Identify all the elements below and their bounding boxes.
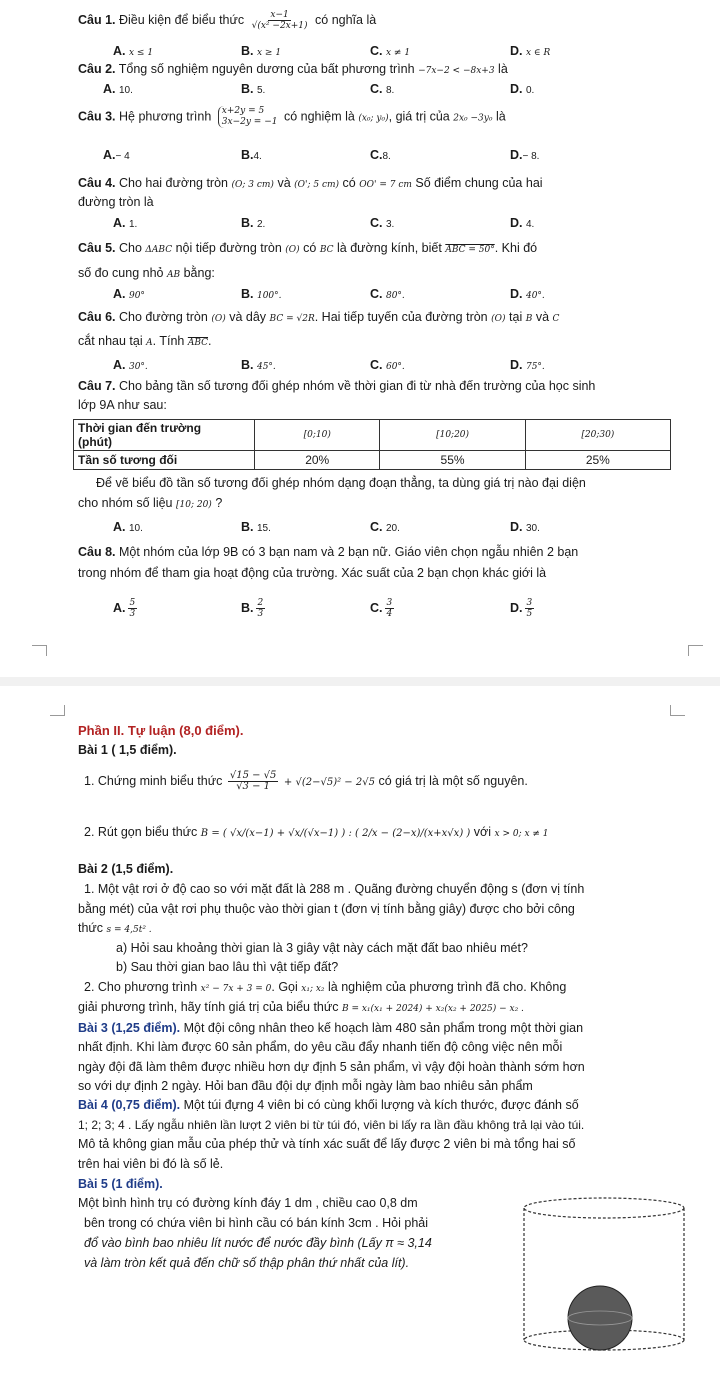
q7-option-b-label: B.: [241, 520, 254, 534]
table-row: [74, 420, 671, 451]
q5-option-c-value: 80°.: [385, 291, 405, 301]
q2-option-b: [241, 82, 265, 98]
q4-and: và: [277, 176, 291, 190]
b1-item1: [84, 770, 528, 794]
q3-option-d-value: − 8.: [522, 151, 540, 162]
q2-option-c-value: 8.: [385, 85, 395, 96]
q2-text: Tổng số nghiệm nguyên dương của bất phương trình: [118, 62, 415, 76]
q4-option-d-label: D.: [510, 216, 523, 230]
q3-mid: có nghiệm là: [283, 109, 355, 124]
table-header-frequency: Tần số tương đối: [74, 451, 255, 470]
q5-option-d: [510, 287, 545, 304]
q3-option-a-label: A.: [103, 148, 116, 162]
b5-line4: và làm tròn kết quả đến chữ số thập phân thứ nhất của lít).: [84, 1256, 410, 1270]
q4-has: có: [342, 176, 356, 190]
q6-number: Câu 6.: [78, 310, 116, 324]
b4-line1-text: Một túi đựng 4 viên bi có cùng khối lượng và kích thước, được đánh số: [183, 1098, 579, 1112]
table-row: [74, 451, 671, 470]
q5-circle: (O): [285, 245, 300, 255]
q6-option-a: [113, 358, 148, 375]
q8-stem: [78, 545, 578, 560]
q4-option-b-value: 2.: [256, 219, 266, 230]
b2-part-b: b) Sau thời gian bao lâu thì vật tiếp đất?: [116, 960, 339, 974]
q6-circle: (O): [211, 314, 226, 324]
b3-line3: ngày đội đã làm thêm được nhiều hơn dự định 5 sản phẩm, vì vậy đội hoàn thành sớm hơn: [78, 1060, 585, 1074]
q5-stem: [78, 241, 537, 258]
crop-mark: [670, 705, 685, 716]
q4-circle1: (O; 3 cm): [231, 180, 274, 190]
q3-text: Hệ phương trình: [119, 109, 212, 124]
q2-option-b-label: B.: [241, 82, 254, 96]
q2-option-b-value: 5.: [256, 85, 266, 96]
crop-mark: [688, 645, 703, 656]
q1-option-c: [370, 44, 410, 61]
b3-line4: so với dự định 2 ngày. Hỏi ban đầu đội dự định mỗi ngày làm bao nhiêu sản phẩm: [78, 1079, 533, 1093]
b2-line3-formula: s = 4,5t² .: [106, 925, 152, 935]
b1-item2: [84, 823, 549, 843]
b1-item1-rest: + √(2−√5)² − 2√5: [283, 777, 375, 788]
q4-option-a-value: 1.: [128, 219, 138, 230]
q7-option-d-label: D.: [510, 520, 523, 534]
q2-option-d: [510, 82, 534, 98]
table-cell-freq-3: 25%: [525, 451, 670, 470]
q2-number: Câu 2.: [78, 62, 116, 76]
q3-stem: [78, 106, 506, 128]
q6-line2a: cắt nhau tại: [78, 334, 143, 348]
q1-option-c-value: x ≠ 1: [385, 48, 411, 58]
q6-text: Cho đường tròn: [119, 310, 208, 324]
q8-option-c-frac: [385, 598, 395, 619]
q8-option-a-label: A.: [113, 600, 126, 615]
q8-option-a-den: 3: [129, 609, 136, 619]
q6-angle: $\overline{ABC}$: [187, 338, 209, 348]
b2-line4-c: . Gọi: [271, 980, 298, 994]
q4-stem: [78, 176, 543, 193]
q5-number: Câu 5.: [78, 241, 116, 255]
b4-line1: [78, 1098, 579, 1113]
q6-t3: . Hai tiếp tuyến của đường tròn: [314, 310, 488, 324]
q3-option-a: [103, 148, 130, 164]
q7-after2-text: cho nhóm số liệu: [78, 496, 173, 510]
q6-t2: và dây: [229, 310, 267, 324]
b1-item1-text: 1. Chứng minh biểu thức: [84, 774, 223, 788]
q5-t4: là đường kính, biết: [337, 241, 442, 255]
b2-line4-roots: x₁; x₂: [301, 984, 325, 994]
q1-option-d-value: x ∈ R: [525, 48, 551, 58]
q4-distance: OO' = 7 cm: [359, 180, 412, 190]
q5-bc: BC: [319, 245, 334, 255]
q5-option-b: [241, 287, 282, 304]
q7-option-a: [113, 520, 143, 536]
b2-line4-eq: x² − 7x + 3 = 0: [200, 984, 272, 994]
q7-option-a-label: A.: [113, 520, 126, 534]
q7-option-c-value: 20.: [385, 523, 400, 534]
table-cell-group-2: [10;20): [380, 420, 525, 451]
q2-tail: là: [498, 62, 508, 76]
q8-option-d-num: 3: [526, 598, 533, 608]
q5-line2: [78, 266, 215, 283]
b1-item2-tail: với: [473, 825, 492, 839]
q1-option-b: [241, 44, 281, 61]
q8-text: Một nhóm của lớp 9B có 3 bạn nam và 2 bạn nữ. Giáo viên chọn ngẫu nhiên 2 bạn: [119, 545, 579, 559]
b3-line1-text: Một đội công nhân theo kế hoạch làm 480 sản phẩm trong một thời gian: [183, 1021, 584, 1035]
q3-option-d-label: D.: [510, 148, 523, 162]
q8-option-a-num: 5: [129, 598, 136, 608]
q1-option-b-label: B.: [241, 44, 254, 58]
q6-option-a-value: 30°.: [128, 362, 148, 372]
q7-option-c-label: C.: [370, 520, 383, 534]
q6-stem: [78, 310, 559, 327]
q6-point-c: C: [552, 314, 560, 324]
q3-number: Câu 3.: [78, 109, 116, 124]
q4-option-d: [510, 216, 534, 232]
q1-frac-den: √(x² −2x+1): [251, 21, 308, 31]
q5-angle: ABC = 50°: [445, 245, 495, 255]
q3-pair: (x₀; y₀): [358, 113, 389, 124]
q4-option-c-label: C.: [370, 216, 383, 230]
q3-tail: là: [495, 109, 506, 124]
b3-line2: nhất định. Khi làm được 60 sản phẩm, do yêu cầu đẩy nhanh tiến độ công việc nên mỗi: [78, 1040, 563, 1054]
b2-line4-a: 2. Cho phương trình: [84, 980, 198, 994]
q1-option-b-value: x ≥ 1: [256, 48, 282, 58]
b2-title: Bài 2 (1,5 điểm).: [78, 862, 174, 876]
table-cell-group-1: [0;10): [255, 420, 380, 451]
b2-line3: [78, 921, 152, 938]
q5-option-a: [113, 287, 145, 304]
q3-option-c-label: C.: [370, 148, 383, 162]
q8-option-d: [510, 598, 536, 619]
cylinder-sphere-figure: [506, 1194, 702, 1354]
q3-option-d: [510, 148, 539, 164]
b1-title: Bài 1 ( 1,5 điểm).: [78, 743, 177, 757]
q8-option-c-label: C.: [370, 600, 383, 615]
q8-option-d-label: D.: [510, 600, 523, 615]
q6-option-b-label: B.: [241, 358, 254, 372]
q3-option-b: [241, 148, 262, 164]
b2-line5-a: giải phương trình, hãy tính giá trị của biểu thức: [78, 1000, 339, 1014]
q1-option-c-label: C.: [370, 44, 383, 58]
b3-line1: [78, 1021, 583, 1036]
table-cell-freq-2: 55%: [380, 451, 525, 470]
b1-item2-cond: x > 0; x ≠ 1: [494, 829, 549, 839]
part2-title: Phần II. Tự luận (8,0 điểm).: [78, 723, 244, 738]
q8-option-b-den: 3: [257, 609, 264, 619]
b4-title: Bài 4 (0,75 điểm).: [78, 1098, 181, 1112]
sphere: [568, 1286, 632, 1350]
q5-t2: nội tiếp đường tròn: [175, 241, 282, 255]
q8-option-a: [113, 598, 139, 619]
q5-option-b-value: 100°.: [256, 291, 282, 301]
q1-tail: có nghĩa là: [315, 12, 377, 27]
b1-item2-text: 2. Rút gọn biểu thức: [84, 825, 198, 839]
q2-option-a-value: 10.: [118, 85, 133, 96]
q7-after2: [78, 496, 222, 513]
b2-line2: bằng mét) của vật rơi phụ thuộc vào thời gian t (đơn vị tính bằng giây) được cho bởi công: [78, 902, 575, 916]
q2-option-a: [103, 82, 133, 98]
q7-qmark: ?: [215, 496, 223, 510]
b4-line3: Mô tả không gian mẫu của phép thử và tính xác suất để lấy được 2 viên bi mà tổng hai số: [78, 1137, 576, 1151]
q6-line2b: . Tính: [152, 334, 185, 348]
q2-expr: −7x−2 < −8x+3: [418, 66, 495, 76]
q8-option-b-frac: [256, 598, 266, 619]
q1-option-d-label: D.: [510, 44, 523, 58]
table-header-time-b: (phút): [78, 435, 112, 449]
b2-line1: 1. Một vật rơi ở độ cao so với mặt đất là 288 m . Quãng đường chuyển động s (đơn vị tính: [84, 882, 585, 896]
q5-option-a-label: A.: [113, 287, 126, 301]
q6-circle2: (O): [491, 314, 506, 324]
q5-text: Cho: [119, 241, 142, 255]
b1-item1-frac-num: √15 − √5: [229, 770, 277, 782]
q1-number: Câu 1.: [78, 12, 116, 27]
q6-option-d: [510, 358, 545, 375]
q4-option-b: [241, 216, 265, 232]
q6-option-d-value: 75°.: [525, 362, 545, 372]
q8-option-b-num: 2: [257, 598, 264, 608]
q6-t4: tại: [509, 310, 523, 324]
q6-option-c-value: 60°.: [385, 362, 405, 372]
q4-number: Câu 4.: [78, 176, 116, 190]
q4-option-a-label: A.: [113, 216, 126, 230]
q3-mid2: , giá trị của: [388, 109, 450, 124]
q1-text: Điều kiện để biểu thức: [119, 12, 245, 27]
b5-line3: đổ vào bình bao nhiêu lít nước để nước đầy bình (Lấy π ≈ 3,14: [84, 1236, 432, 1250]
q8-option-c-num: 3: [386, 598, 393, 608]
q1-option-d: [510, 44, 550, 61]
q7-option-a-value: 10.: [128, 523, 143, 534]
q8-option-d-frac: [525, 598, 535, 619]
q7-option-d-value: 30.: [525, 523, 540, 534]
q2-stem: [78, 62, 508, 79]
q3-expr: 2x₀ −3y₀: [453, 113, 493, 124]
table-cell-group-3: [20;30): [525, 420, 670, 451]
q7-number: Câu 7.: [78, 379, 116, 393]
q1-option-a-value: x ≤ 1: [128, 48, 154, 58]
b1-item1-tail: có giá trị là một số nguyên.: [378, 774, 528, 788]
b2-line4: [84, 980, 566, 997]
q2-option-c: [370, 82, 394, 98]
b3-title: Bài 3 (1,25 điểm).: [78, 1021, 181, 1035]
q2-option-a-label: A.: [103, 82, 116, 96]
q8-option-d-den: 5: [526, 609, 533, 619]
q4-text: Cho hai đường tròn: [119, 176, 228, 190]
page-break-divider: [0, 677, 720, 686]
q5-option-d-label: D.: [510, 287, 523, 301]
q8-line2: trong nhóm để tham gia hoạt động của trường. Xác suất của 2 bạn chọn khác giới là: [78, 566, 547, 580]
q8-number: Câu 8.: [78, 545, 116, 559]
b2-line5-expr: B = x₁(x₁ + 2024) + x₂(x₂ + 2025) − x₂ .: [341, 1004, 524, 1014]
q6-line2: [78, 334, 212, 351]
q5-line2b: bằng:: [183, 266, 215, 280]
q3-option-a-value: − 4: [115, 151, 130, 162]
b4-line2: 1; 2; 3; 4 . Lấy ngẫu nhiên lần lượt 2 viên bi từ túi đó, viên bi lấy ra lần đầu không trả lại vào túi.: [78, 1118, 585, 1132]
q3-option-c-value: 8.: [382, 151, 391, 162]
q8-option-c-den: 4: [386, 609, 393, 619]
q5-triangle: ΔABC: [145, 245, 173, 255]
q7-group: [10; 20): [176, 500, 212, 510]
q6-dot: .: [208, 334, 212, 348]
q4-option-c: [370, 216, 394, 232]
table-header-time: [74, 420, 255, 451]
q5-option-a-value: 90°: [128, 291, 145, 301]
b2-part-a: a) Hỏi sau khoảng thời gian là 3 giây vật này cách mặt đất bao nhiêu mét?: [116, 941, 528, 955]
q7-option-b-value: 15.: [256, 523, 271, 534]
b2-line5: [78, 1000, 524, 1017]
q7-text: Cho bảng tần số tương đối ghép nhóm về thời gian đi từ nhà đến trường của học sinh: [119, 379, 596, 393]
q7-line2: lớp 9A như sau:: [78, 398, 167, 412]
b5-line2: bên trong có chứa viên bi hình cầu có bán kính 3cm . Hỏi phải: [84, 1216, 428, 1230]
q4-option-c-value: 3.: [385, 219, 395, 230]
table-cell-freq-1: 20%: [255, 451, 380, 470]
q6-option-b-value: 45°.: [256, 362, 276, 372]
q1-fraction: [250, 10, 310, 31]
b2-line4-e: là nghiệm của phương trình đã cho. Không: [328, 980, 567, 994]
b1-item1-frac-den: √3 − 1: [236, 781, 271, 793]
b4-line4: trên hai viên bi đó là số lẻ.: [78, 1157, 224, 1171]
table-header-time-a: Thời gian đến trường: [78, 421, 202, 435]
q7-option-b: [241, 520, 271, 536]
crop-mark: [50, 705, 65, 716]
q6-option-b: [241, 358, 276, 375]
q1-frac-num: x−1: [270, 10, 289, 20]
b5-line1: Một bình hình trụ có đường kính đáy 1 dm , chiều cao 0,8 dm: [78, 1196, 418, 1210]
q3-system: [218, 106, 278, 128]
b2-line3-a: thức: [78, 921, 104, 935]
q4-option-b-label: B.: [241, 216, 254, 230]
q5-option-d-value: 40°.: [525, 291, 545, 301]
q6-chord: BC = √2R: [269, 314, 315, 324]
q2-option-d-value: 0.: [525, 85, 535, 96]
q2-option-d-label: D.: [510, 82, 523, 96]
q8-option-c: [370, 598, 396, 619]
q8-option-b: [241, 598, 267, 619]
q4-tail: Số điểm chung của hai: [415, 176, 543, 190]
q3-option-c: [370, 148, 391, 164]
frequency-table: [73, 419, 671, 470]
q5-option-c-label: C.: [370, 287, 383, 301]
q4-option-d-value: 4.: [525, 219, 535, 230]
q3-system-eq2: 3x−2y = −1: [221, 117, 278, 127]
b1-item2-expr: B = ( √x/(x−1) + √x/(√x−1) ) : ( 2/x − (2−x)/(x+x√x) ): [200, 828, 471, 839]
q7-option-d: [510, 520, 540, 536]
b1-item1-frac: [228, 771, 279, 792]
q5-line2a: số đo cung nhỏ: [78, 266, 164, 280]
q8-option-a-frac: [128, 598, 138, 619]
q6-point-a: A: [146, 338, 153, 348]
q1-option-a: [113, 44, 153, 61]
q1-stem: [78, 10, 376, 31]
q4-option-a: [113, 216, 137, 232]
q6-option-c: [370, 358, 405, 375]
q3-system-eq1: x+2y = 5: [221, 106, 265, 116]
q2-option-c-label: C.: [370, 82, 383, 96]
b5-title: Bài 5 (1 điểm).: [78, 1177, 163, 1191]
q5-arc: AB: [166, 270, 181, 280]
q6-option-d-label: D.: [510, 358, 523, 372]
q7-after: Để vẽ biểu đồ tần số tương đối ghép nhóm dạng đoạn thẳng, ta dùng giá trị nào đại diện: [96, 476, 586, 490]
q4-line2: đường tròn là: [78, 195, 154, 209]
q5-t3: có: [303, 241, 317, 255]
q7-stem: [78, 379, 595, 394]
q6-option-a-label: A.: [113, 358, 126, 372]
q6-point-b: B: [525, 314, 533, 324]
q8-option-b-label: B.: [241, 600, 254, 615]
q3-option-b-label: B.: [241, 148, 254, 162]
q5-t5: . Khi đó: [494, 241, 538, 255]
cylinder-top: [524, 1198, 684, 1218]
crop-mark: [32, 645, 47, 656]
q4-circle2: (O'; 5 cm): [294, 180, 340, 190]
q1-option-a-label: A.: [113, 44, 126, 58]
q3-option-b-value: 4.: [253, 151, 262, 162]
q6-option-c-label: C.: [370, 358, 383, 372]
q6-t5: và: [535, 310, 550, 324]
q5-option-c: [370, 287, 405, 304]
q7-option-c: [370, 520, 400, 536]
q5-option-b-label: B.: [241, 287, 254, 301]
